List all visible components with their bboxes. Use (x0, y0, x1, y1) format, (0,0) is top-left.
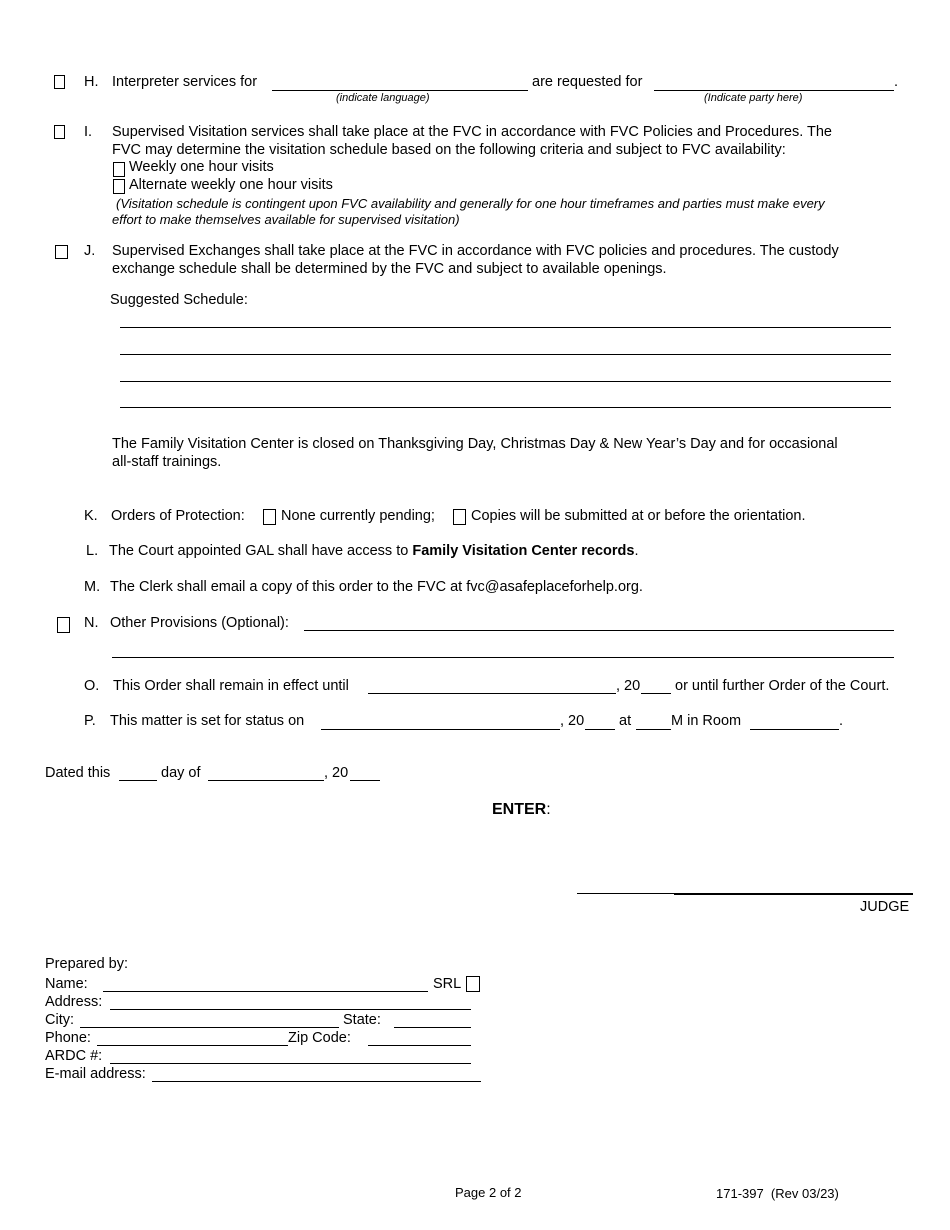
item-k-label: Orders of Protection: (111, 508, 245, 524)
name-field[interactable] (103, 991, 428, 992)
schedule-line-4[interactable] (120, 407, 891, 408)
checkbox-alternate[interactable] (113, 179, 125, 194)
address-field[interactable] (110, 1009, 471, 1010)
item-m-letter: M. (84, 579, 101, 595)
srl-label: SRL (433, 976, 462, 992)
ardc-field[interactable] (110, 1063, 471, 1064)
option-copies: Copies will be submitted at or before the orientation. (471, 508, 806, 524)
dated-month-field[interactable] (208, 780, 324, 781)
item-n-letter: N. (84, 615, 99, 631)
phone-field[interactable] (97, 1045, 288, 1046)
item-h-label: Interpreter services for (112, 74, 258, 90)
state-label: State: (343, 1012, 381, 1028)
schedule-line-2[interactable] (120, 354, 891, 355)
hint-party: (Indicate party here) (704, 92, 803, 104)
party-field[interactable] (654, 90, 894, 91)
checkbox-srl[interactable] (466, 976, 480, 992)
item-i-letter: I. (84, 124, 93, 140)
item-p-label: This matter is set for status on (110, 713, 305, 729)
checkbox-weekly[interactable] (113, 162, 125, 177)
state-field[interactable] (394, 1027, 471, 1028)
effective-until-field[interactable] (368, 693, 616, 694)
visitation-note-line1: (Visitation schedule is contingent upon FVC availability and generally for one hour timeframes and parties must make every (116, 196, 825, 211)
item-p-m-in-room: M in Room (671, 713, 742, 729)
judge-signature-line[interactable] (674, 893, 913, 895)
phone-label: Phone: (45, 1030, 91, 1046)
item-i-text-line2: FVC may determine the visitation schedule based on the following criteria and subject to FVC availability: (112, 142, 786, 158)
schedule-line-3[interactable] (120, 381, 891, 382)
address-label: Address: (45, 994, 103, 1010)
prepared-title: Prepared by: (45, 956, 129, 972)
checkbox-j[interactable] (55, 245, 68, 259)
item-i-text-line1: Supervised Visitation services shall take place at the FVC in accordance with FVC Policies and Procedures. The (112, 124, 832, 140)
enter-word: ENTER (492, 801, 547, 818)
item-n-label: Other Provisions (Optional): (110, 615, 289, 631)
item-k-letter: K. (84, 508, 98, 524)
item-h-period: . (894, 74, 899, 90)
zip-label: Zip Code: (288, 1030, 351, 1046)
item-p-at: at (619, 713, 632, 729)
other-provisions-field-2[interactable] (112, 657, 894, 658)
dated-day-of: day of (161, 765, 201, 781)
closure-line2: all-staff trainings. (112, 454, 222, 470)
item-p-letter: P. (84, 713, 96, 729)
closure-line1: The Family Visitation Center is closed on Thanksgiving Day, Christmas Day & New Year’s Day and for occasional (112, 436, 838, 452)
dated-year-field[interactable] (350, 780, 380, 781)
dated-prefix: Dated this (45, 765, 111, 781)
judge-signature-line-thin (577, 893, 674, 894)
city-label: City: (45, 1012, 74, 1028)
option-weekly-label: Weekly one hour visits (129, 159, 274, 175)
item-m-text: The Clerk shall email a copy of this order to the FVC at fvc@asafeplaceforhelp.org. (110, 579, 643, 595)
checkbox-h[interactable] (54, 75, 65, 89)
hint-language: (indicate language) (336, 92, 430, 104)
item-h-letter: H. (84, 74, 99, 90)
enter-label (492, 801, 551, 819)
schedule-line-1[interactable] (120, 327, 891, 328)
form-number: 171-397 (Rev 03/23) (716, 1186, 839, 1201)
checkbox-copies[interactable] (453, 509, 466, 525)
checkbox-n[interactable] (57, 617, 70, 633)
status-time-field[interactable] (636, 729, 671, 730)
zip-field[interactable] (368, 1045, 471, 1046)
email-label: E-mail address: (45, 1066, 146, 1082)
suggested-schedule-label: Suggested Schedule: (110, 292, 248, 308)
item-o-letter: O. (84, 678, 100, 694)
dated-year-prefix: , 20 (324, 765, 349, 781)
visitation-note-line2: effort to make themselves available for supervised visitation) (112, 212, 460, 227)
item-p-year-prefix: , 20 (560, 713, 585, 729)
item-l-plain: The Court appointed GAL shall have access to (109, 543, 409, 559)
item-l-text (109, 543, 639, 559)
item-l-letter: L. (86, 543, 99, 559)
effective-year-field[interactable] (641, 693, 671, 694)
status-date-field[interactable] (321, 729, 560, 730)
item-o-suffix: or until further Order of the Court. (675, 678, 890, 694)
status-year-field[interactable] (585, 729, 615, 730)
dated-day-field[interactable] (119, 780, 157, 781)
item-o-year-prefix: , 20 (616, 678, 641, 694)
judge-label: JUDGE (860, 899, 910, 915)
option-alternate-label: Alternate weekly one hour visits (129, 177, 333, 193)
enter-colon: : (546, 801, 551, 818)
ardc-label: ARDC #: (45, 1048, 103, 1064)
city-field[interactable] (80, 1027, 339, 1028)
other-provisions-field-1[interactable] (304, 630, 894, 631)
email-field[interactable] (152, 1081, 481, 1082)
checkbox-none-pending[interactable] (263, 509, 276, 525)
option-none-pending: None currently pending; (281, 508, 435, 524)
item-j-text-line2: exchange schedule shall be determined by the FVC and subject to available openings. (112, 261, 667, 277)
item-l-bold: Family Visitation Center records (412, 543, 635, 559)
item-j-letter: J. (84, 243, 96, 259)
item-h-requested-for: are requested for (532, 74, 643, 90)
checkbox-i[interactable] (54, 125, 65, 139)
item-l-period: . (634, 543, 639, 559)
name-label: Name: (45, 976, 88, 992)
item-p-period: . (839, 713, 844, 729)
language-field[interactable] (272, 90, 528, 91)
item-o-label: This Order shall remain in effect until (113, 678, 349, 694)
item-j-text-line1: Supervised Exchanges shall take place at the FVC in accordance with FVC policies and procedures. The custody (112, 243, 839, 259)
page-number: Page 2 of 2 (455, 1185, 522, 1200)
room-field[interactable] (750, 729, 839, 730)
